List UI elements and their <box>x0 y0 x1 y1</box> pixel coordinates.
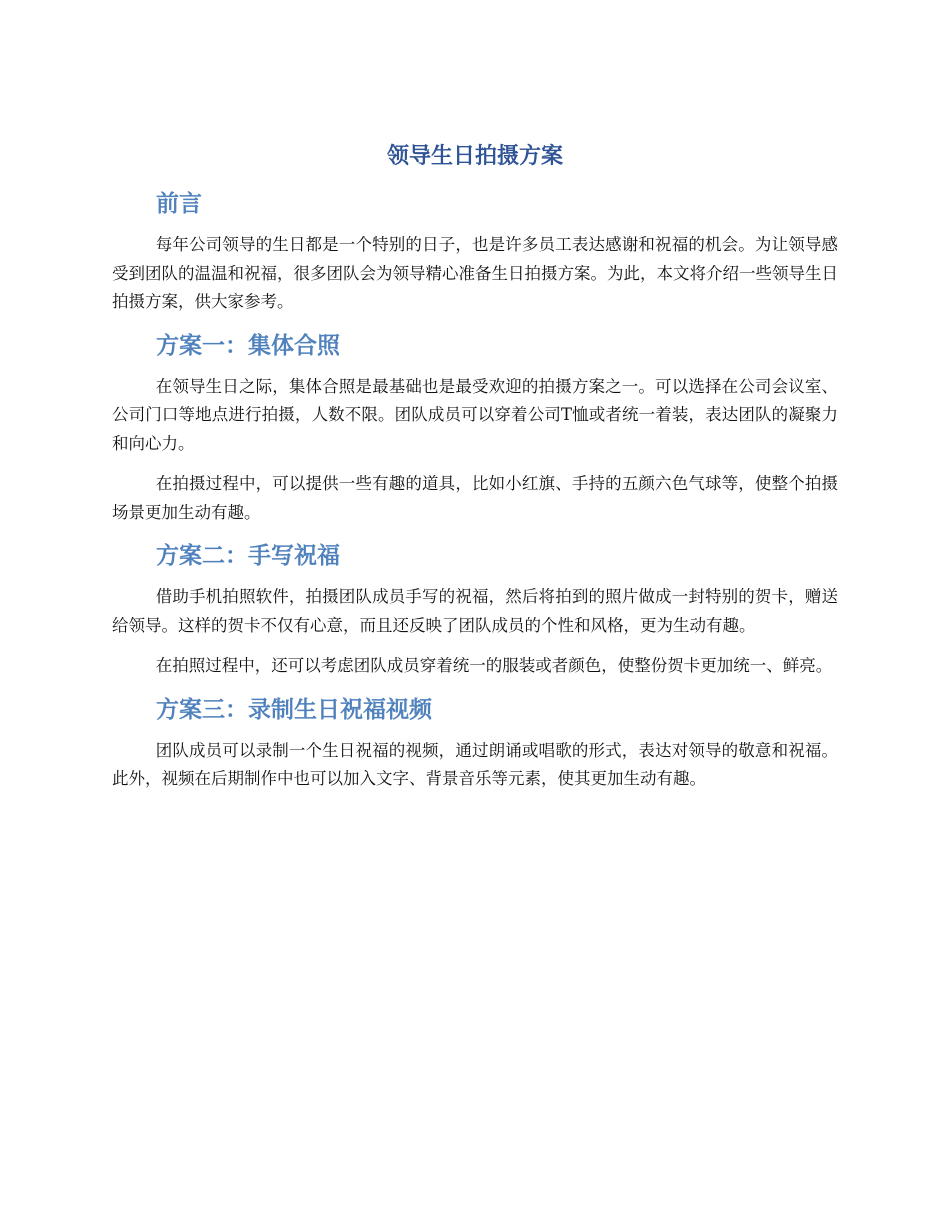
paragraph: 借助手机拍照软件，拍摄团队成员手写的祝福，然后将拍到的照片做成一封特别的贺卡，赠送给领导。这样的贺卡不仅有心意，而且还反映了团队成员的个性和风格，更为生动有趣。 <box>112 587 838 635</box>
paragraph: 在拍摄过程中，可以提供一些有趣的道具，比如小红旗、手持的五颜六色气球等，使整个拍摄场景更加生动有趣。 <box>112 474 838 522</box>
section-heading-plan-three: 方案三：录制生日祝福视频 <box>156 696 432 723</box>
section-plan-two <box>112 539 838 681</box>
section-heading-plan-two: 方案二：手写祝福 <box>156 543 340 569</box>
section-heading-plan-one: 方案一：集体合照 <box>156 332 340 359</box>
paragraph: 每年公司领导的生日都是一个特别的日子，也是许多员工表达感谢和祝福的机会。为让领导感受到团队的温温和祝福，很多团队会为领导精心准备生日拍摄方案。为此，本文将介绍一些领导生日拍摄方案，供大家参考。 <box>112 235 838 311</box>
paragraph: 团队成员可以录制一个生日祝福的视频，通过朗诵或唱歌的形式，表达对领导的敬意和祝福。此外，视频在后期制作中也可以加入文字、背景音乐等元素，使其更加生动有趣。 <box>112 740 838 788</box>
paragraph: 在领导生日之际，集体合照是最基础也是最受欢迎的拍摄方案之一。可以选择在公司会议室、公司门口等地点进行拍摄，人数不限。团队成员可以穿着公司T恤或者统一着装，表达团队的凝聚力和向心力。 <box>112 376 838 453</box>
section-plan-one <box>112 329 838 528</box>
section-preface <box>112 187 838 317</box>
paragraph: 在拍照过程中，还可以考虑团队成员穿着统一的服装或者颜色，使整份贺卡更加统一、鲜亮。 <box>155 656 833 675</box>
document-title: 领导生日拍摄方案 <box>386 144 563 169</box>
section-plan-three <box>112 693 838 794</box>
section-heading-preface: 前言 <box>156 191 202 217</box>
